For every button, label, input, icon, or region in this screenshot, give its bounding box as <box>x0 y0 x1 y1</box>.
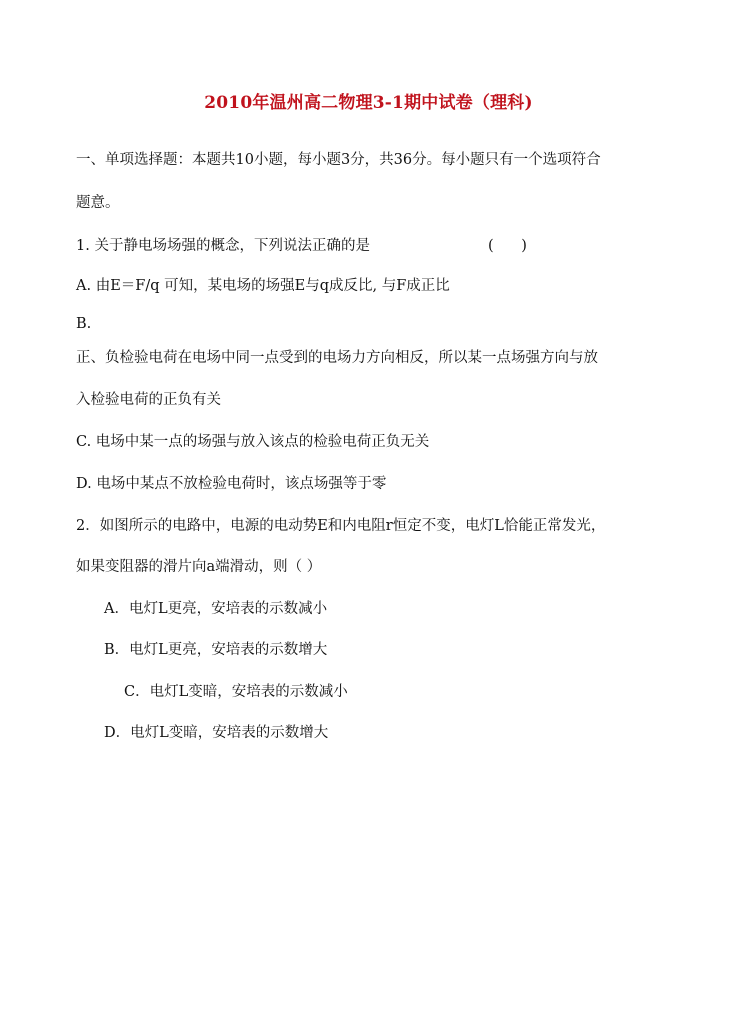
question1-stem: 1. 关于静电场场强的概念，下列说法正确的是 <box>76 238 370 254</box>
question1-option-b-line2: 入检验电荷的正负有关 <box>76 392 221 408</box>
question1-option-b-line1: 正、负检验电荷在电场中同一点受到的电场力方向相反，所以某一点场强方向与放 <box>76 350 598 366</box>
question2-option-a: A．电灯L更亮，安培表的示数减小 <box>104 601 328 617</box>
section-heading-line2: 题意。 <box>76 195 120 211</box>
question2-stem-line1: 2．如图所示的电路中，电源的电动势E和内电阻r恒定不变，电灯L恰能正常发光， <box>76 518 606 534</box>
question2-option-c: C．电灯L变暗，安培表的示数减小 <box>124 684 348 700</box>
question1-option-c: C. 电场中某一点的场强与放入该点的检验电荷正负无关 <box>76 434 430 450</box>
section-heading-line1: 一、单项选择题：本题共10小题，每小题3分，共36分。每小题只有一个选项符合 <box>76 152 601 168</box>
page-title: 2010年温州高二物理3-1期中试卷（理科) <box>204 93 533 113</box>
question1-option-a: A. 由E＝F/q 可知，某电场的场强E与q成反比, 与F成正比 <box>76 278 450 294</box>
question1-option-d: D. 电场中某点不放检验电荷时，该点场强等于零 <box>76 476 387 492</box>
question1-option-b-label: B. <box>76 316 92 332</box>
question2-option-d: D．电灯L变暗，安培表的示数增大 <box>104 725 329 741</box>
question2-stem-line2: 如果变阻器的滑片向a端滑动，则（ ） <box>76 559 322 575</box>
question1-answer-bracket: ( ) <box>488 238 527 254</box>
question2-option-b: B．电灯L更亮，安培表的示数增大 <box>104 642 328 658</box>
